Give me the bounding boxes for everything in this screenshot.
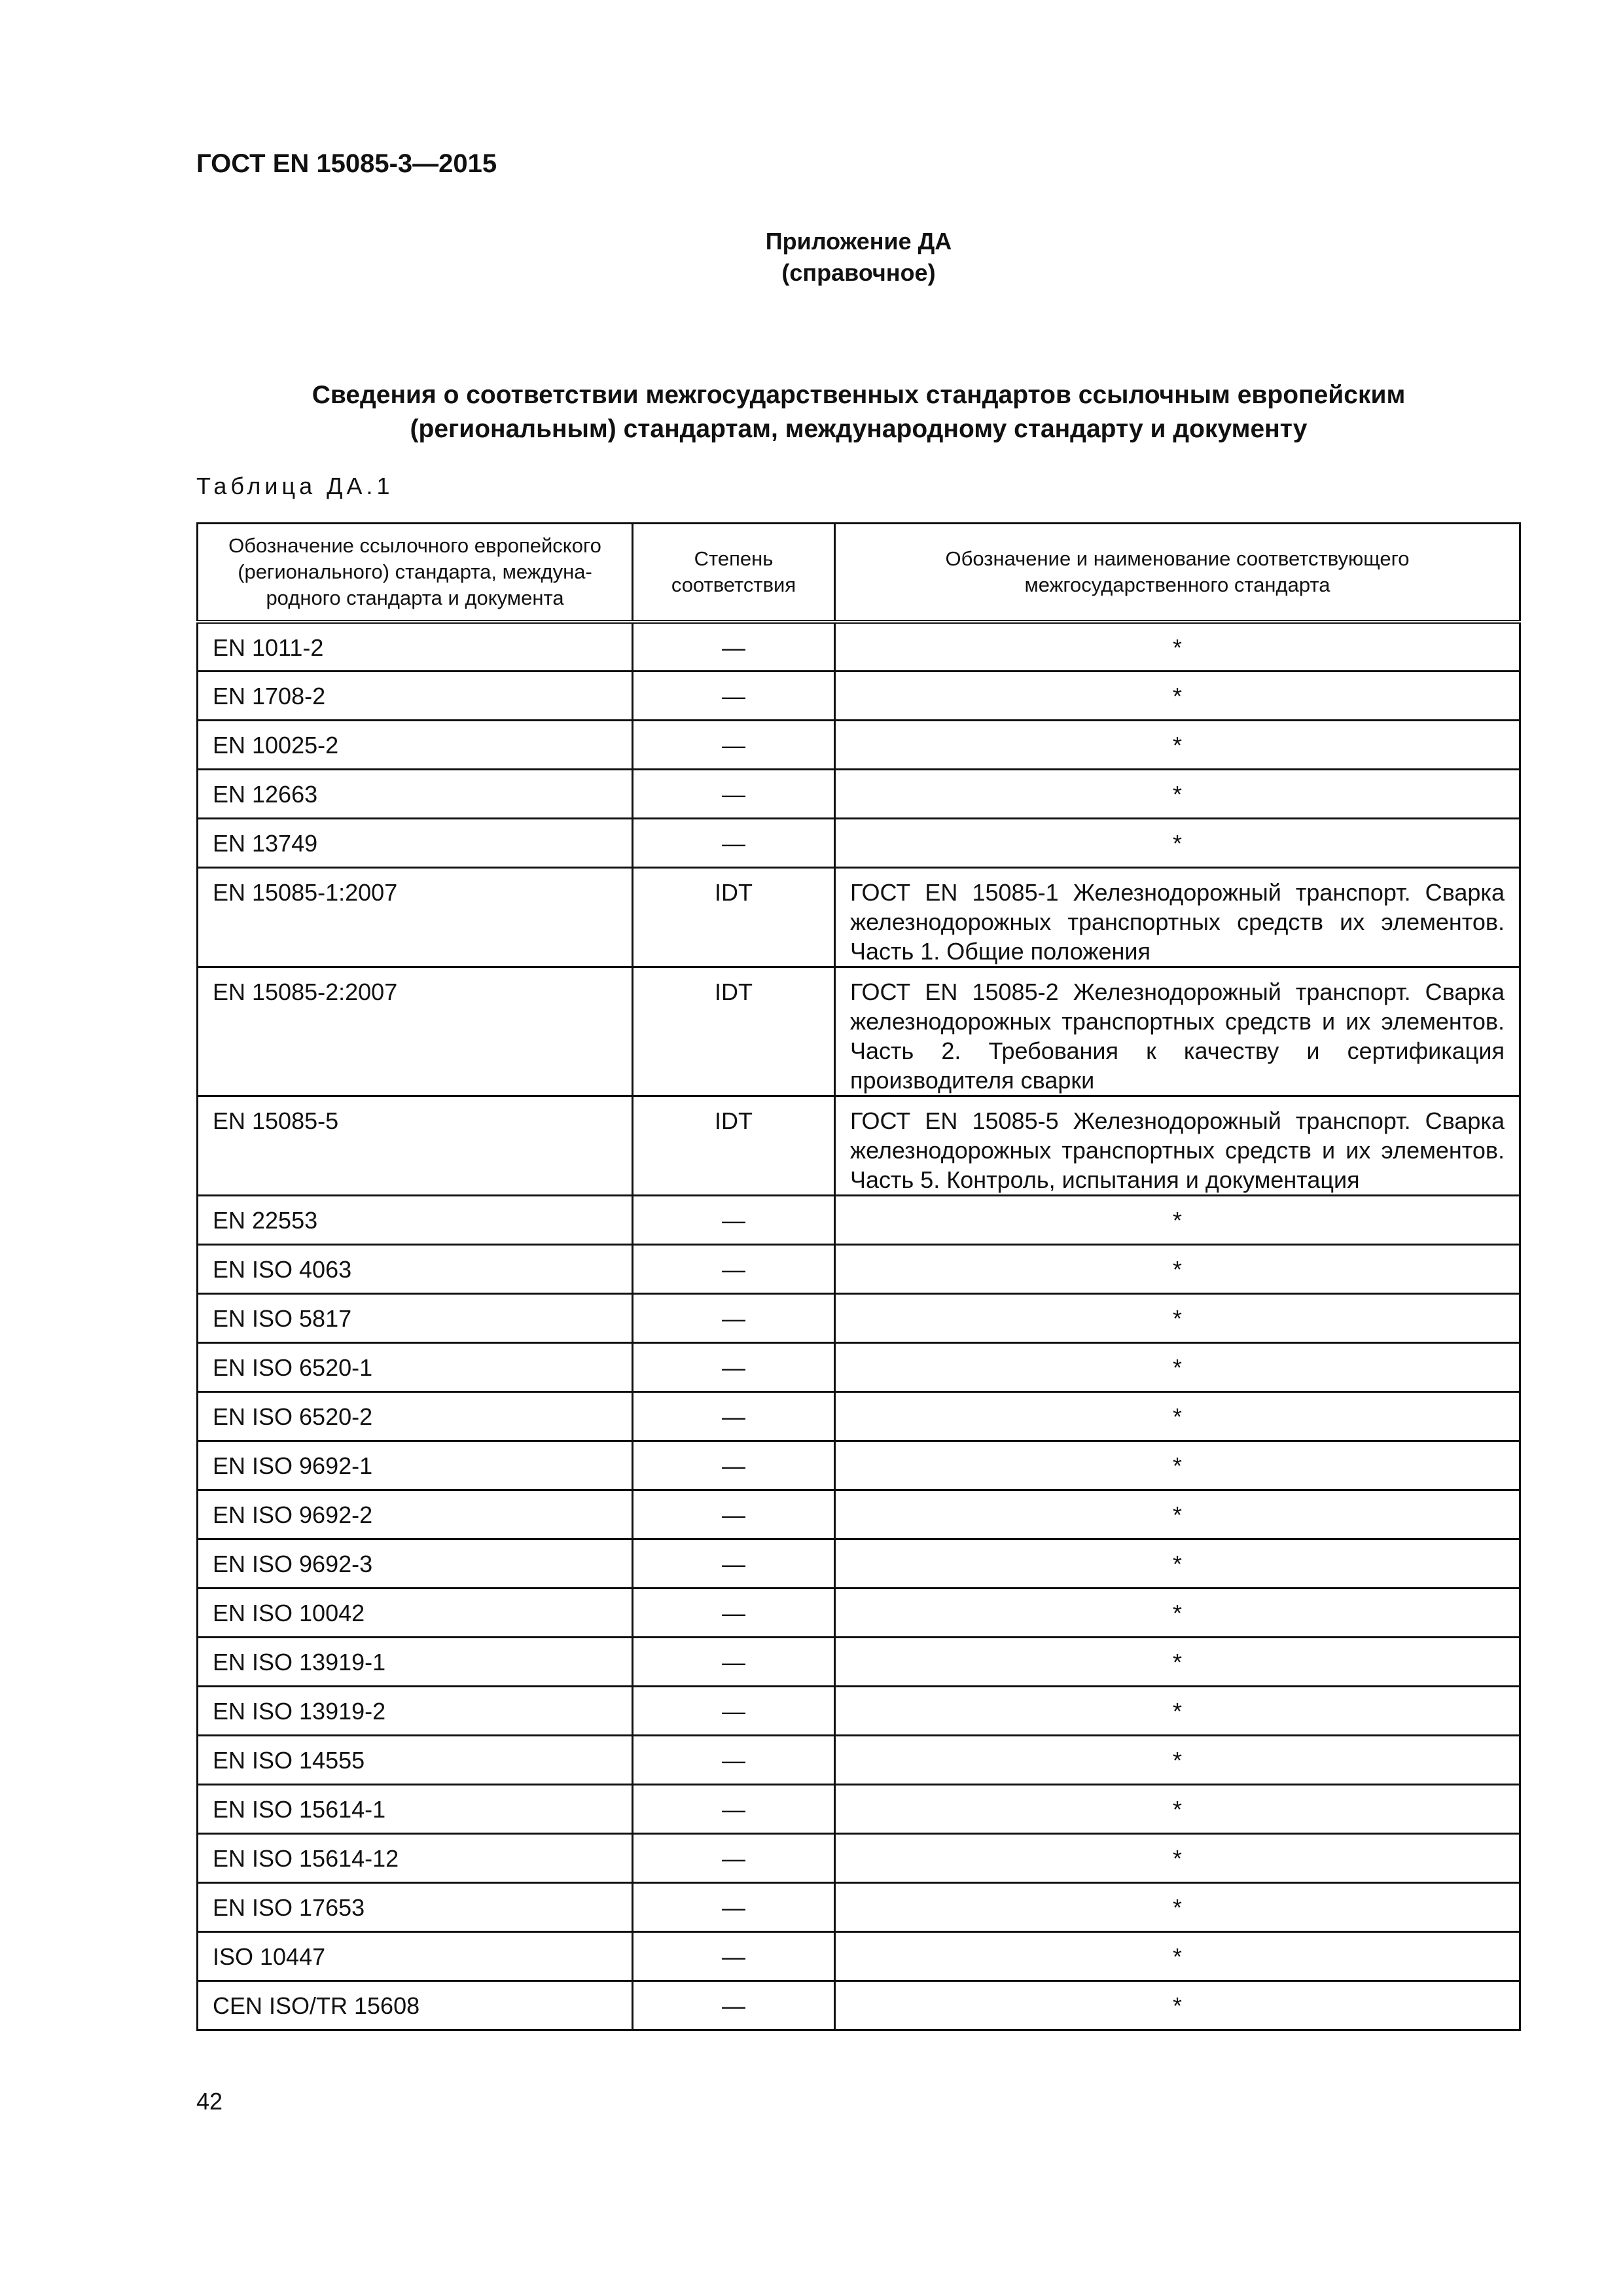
degree-cell: — [633, 1588, 835, 1637]
reference-cell: EN ISO 13919-1 [198, 1637, 633, 1686]
section-heading [196, 378, 1521, 446]
table-row [198, 867, 1520, 967]
reference-cell: EN 12663 [198, 769, 633, 818]
table-row [198, 967, 1520, 1096]
table-row [198, 1441, 1520, 1490]
degree-cell: IDT [633, 967, 835, 1096]
reference-cell: EN ISO 9692-1 [198, 1441, 633, 1490]
table-row [198, 1686, 1520, 1735]
reference-cell: EN ISO 5817 [198, 1293, 633, 1342]
gost-cell: * [835, 671, 1520, 720]
gost-cell: * [835, 1588, 1520, 1637]
table-row [198, 1391, 1520, 1441]
reference-cell: EN ISO 9692-3 [198, 1539, 633, 1588]
column-header-gost: Обозначение и наименование соответствующего межгосударственного стандарта [835, 524, 1520, 622]
gost-cell: ГОСТ EN 15085-1 Железнодорожный транспорт. Сварка железнодорожных транспортных средств их элементов. Часть 1. Общие положения [835, 867, 1520, 967]
reference-cell: EN ISO 6520-1 [198, 1342, 633, 1391]
table-header-row [198, 524, 1520, 622]
reference-cell: EN 15085-2:2007 [198, 967, 633, 1096]
degree-cell: — [633, 1784, 835, 1833]
gost-cell: * [835, 1441, 1520, 1490]
table-row [198, 1490, 1520, 1539]
degree-cell: — [633, 622, 835, 671]
gost-cell: ГОСТ EN 15085-2 Железнодорожный транспорт. Сварка железнодорожных транспортных средств и их элементов. Часть 2. Требования к качеству и сертификация производителя сварки [835, 967, 1520, 1096]
reference-cell: EN ISO 14555 [198, 1735, 633, 1784]
degree-cell: — [633, 1490, 835, 1539]
degree-cell: — [633, 818, 835, 867]
table-row [198, 769, 1520, 818]
table-row [198, 1096, 1520, 1195]
table-row [198, 1293, 1520, 1342]
heading-line-1: Сведения о соответствии межгосударственных стандартов ссылочным европейским [312, 381, 1406, 409]
gost-cell: * [835, 1784, 1520, 1833]
column-header-reference: Обозначение ссылочного европейского (регионального) стандарта, междуна-родного стандарта и документа [198, 524, 633, 622]
degree-cell: — [633, 1195, 835, 1244]
gost-cell: ГОСТ EN 15085-5 Железнодорожный транспорт. Сварка железнодорожных транспортных средств и их элементов. Часть 5. Контроль, испытания и документация [835, 1096, 1520, 1195]
reference-cell: EN 15085-1:2007 [198, 867, 633, 967]
degree-cell: — [633, 671, 835, 720]
reference-cell: EN ISO 4063 [198, 1244, 633, 1293]
table-row [198, 1195, 1520, 1244]
degree-cell: — [633, 1833, 835, 1882]
reference-cell: EN 22553 [198, 1195, 633, 1244]
reference-cell: EN ISO 13919-2 [198, 1686, 633, 1735]
reference-cell: EN ISO 10042 [198, 1588, 633, 1637]
table-row [198, 1882, 1520, 1931]
gost-cell: * [835, 1391, 1520, 1441]
gost-cell: * [835, 622, 1520, 671]
gost-cell: * [835, 1342, 1520, 1391]
table-row [198, 1981, 1520, 2030]
degree-cell: — [633, 769, 835, 818]
gost-cell: * [835, 1931, 1520, 1981]
gost-cell: * [835, 818, 1520, 867]
table-row [198, 622, 1520, 671]
degree-cell: — [633, 1293, 835, 1342]
reference-cell: EN 15085-5 [198, 1096, 633, 1195]
reference-cell: EN ISO 15614-12 [198, 1833, 633, 1882]
gost-cell: * [835, 1686, 1520, 1735]
gost-cell: * [835, 1637, 1520, 1686]
annex-title: Приложение ДА [765, 228, 952, 255]
heading-line-2: (региональным) стандартам, международному стандарту и документу [410, 415, 1308, 443]
reference-cell: EN 13749 [198, 818, 633, 867]
gost-cell: * [835, 1195, 1520, 1244]
correspondence-table [196, 522, 1521, 2031]
reference-cell: EN 1011-2 [198, 622, 633, 671]
reference-cell: ISO 10447 [198, 1931, 633, 1981]
gost-cell: * [835, 1293, 1520, 1342]
gost-cell: * [835, 1735, 1520, 1784]
degree-cell: — [633, 720, 835, 769]
reference-cell: EN ISO 17653 [198, 1882, 633, 1931]
degree-cell: — [633, 1686, 835, 1735]
degree-cell: — [633, 1391, 835, 1441]
table-label: Таблица ДА.1 [196, 473, 394, 499]
degree-cell: — [633, 1637, 835, 1686]
gost-cell: * [835, 1490, 1520, 1539]
table-row [198, 1244, 1520, 1293]
table-row [198, 671, 1520, 720]
table-row [198, 1539, 1520, 1588]
degree-cell: IDT [633, 867, 835, 967]
annex-type: (справочное) [781, 259, 936, 286]
table-row [198, 1588, 1520, 1637]
degree-cell: — [633, 1981, 835, 2030]
table-row [198, 818, 1520, 867]
gost-cell: * [835, 1981, 1520, 2030]
gost-cell: * [835, 720, 1520, 769]
page-number: 42 [196, 2088, 223, 2115]
degree-cell: — [633, 1441, 835, 1490]
degree-cell: IDT [633, 1096, 835, 1195]
reference-cell: EN ISO 6520-2 [198, 1391, 633, 1441]
gost-cell: * [835, 1833, 1520, 1882]
degree-cell: — [633, 1539, 835, 1588]
gost-cell: * [835, 769, 1520, 818]
degree-cell: — [633, 1244, 835, 1293]
degree-cell: — [633, 1882, 835, 1931]
reference-cell: EN 10025-2 [198, 720, 633, 769]
degree-cell: — [633, 1342, 835, 1391]
table-row [198, 1637, 1520, 1686]
table-row [198, 1784, 1520, 1833]
reference-cell: CEN ISO/TR 15608 [198, 1981, 633, 2030]
degree-cell: — [633, 1931, 835, 1981]
reference-cell: EN ISO 9692-2 [198, 1490, 633, 1539]
gost-cell: * [835, 1244, 1520, 1293]
table-row [198, 1931, 1520, 1981]
table-row [198, 1833, 1520, 1882]
gost-cell: * [835, 1539, 1520, 1588]
reference-cell: EN 1708-2 [198, 671, 633, 720]
gost-cell: * [835, 1882, 1520, 1931]
reference-cell: EN ISO 15614-1 [198, 1784, 633, 1833]
table-row [198, 1735, 1520, 1784]
column-header-degree: Степень соответствия [633, 524, 835, 622]
table-row [198, 720, 1520, 769]
table-row [198, 1342, 1520, 1391]
document-code: ГОСТ EN 15085-3—2015 [196, 149, 497, 178]
degree-cell: — [633, 1735, 835, 1784]
